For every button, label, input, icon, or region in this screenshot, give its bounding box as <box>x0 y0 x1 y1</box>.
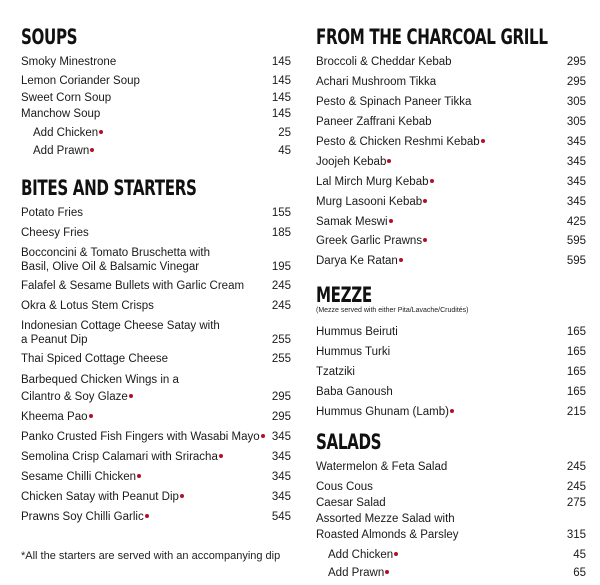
nonveg-dot-icon <box>389 219 393 223</box>
section-title-starters: BITES AND STARTERS <box>21 176 197 200</box>
nonveg-dot-icon <box>219 454 223 458</box>
nonveg-dot-icon <box>430 179 434 183</box>
nonveg-dot-icon <box>423 238 427 242</box>
nonveg-dot-icon <box>394 552 398 556</box>
section-title-salads: SALADS <box>316 430 382 454</box>
nonveg-dot-icon <box>99 130 103 134</box>
nonveg-dot-icon <box>180 494 184 498</box>
nonveg-dot-icon <box>481 139 485 143</box>
nonveg-dot-icon <box>89 414 93 418</box>
nonveg-dot-icon <box>137 474 141 478</box>
nonveg-dot-icon <box>450 409 454 413</box>
section-title-mezze: MEZZE <box>316 283 372 307</box>
nonveg-dot-icon <box>261 434 265 438</box>
nonveg-dot-icon <box>129 394 133 398</box>
nonveg-dot-icon <box>385 570 389 574</box>
section-title-grill: FROM THE CHARCOAL GRILL <box>316 25 548 49</box>
mezze-subtitle: (Mezze served with either Pita/Lavache/Crudités) <box>316 307 469 314</box>
nonveg-dot-icon <box>387 159 391 163</box>
nonveg-dot-icon <box>423 199 427 203</box>
nonveg-dot-icon <box>90 148 94 152</box>
nonveg-dot-icon <box>145 514 149 518</box>
starters-footnote: *All the starters are served with an accompanying dip <box>21 550 281 562</box>
nonveg-dot-icon <box>399 258 403 262</box>
section-title-soups: SOUPS <box>21 25 78 49</box>
